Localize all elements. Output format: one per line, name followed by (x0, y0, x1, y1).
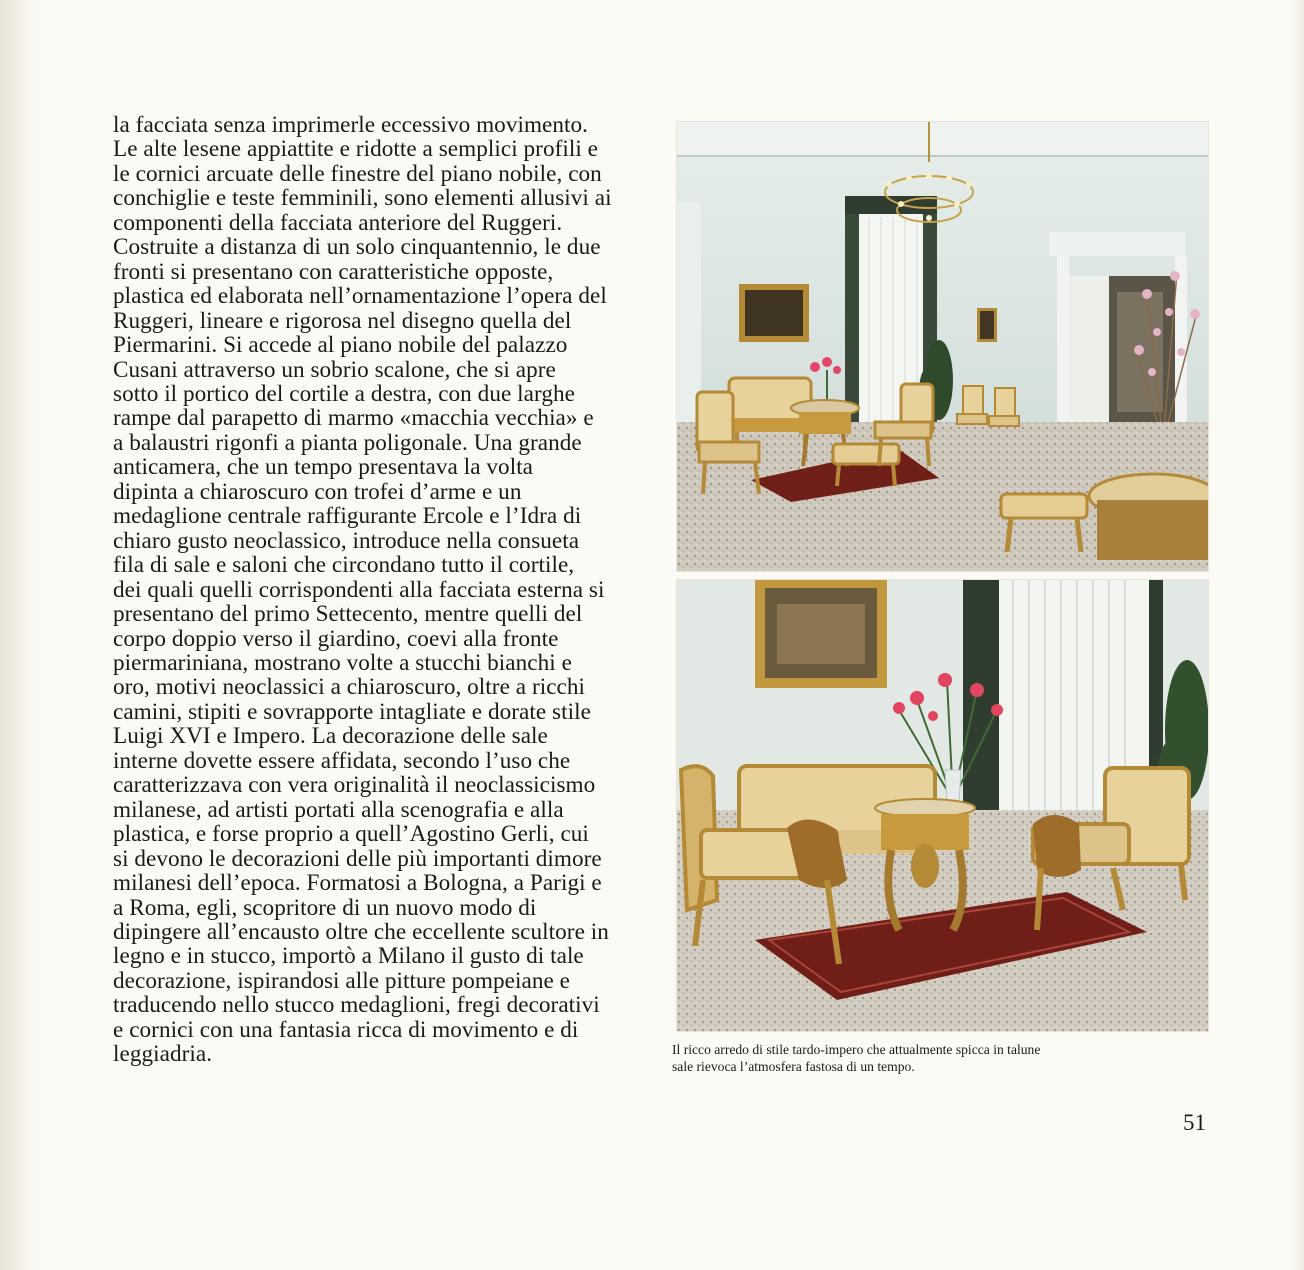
body-text-line: rampe dal parapetto di marmo «macchia vecchia» e (113, 405, 594, 432)
body-text-line: milanesi dell’epoca. Formatosi a Bologna, a Parigi e (113, 870, 602, 897)
body-text-line: anticamera, che un tempo presentava la volta (113, 454, 534, 481)
body-text-line: interne dovette essere affidata, secondo l’uso che (113, 747, 571, 774)
body-text-line: leggiadria. (113, 1041, 213, 1068)
body-text-line: chiaro gusto neoclassico, introduce nella consueta (113, 527, 580, 554)
photo-caption (672, 1041, 1212, 1075)
body-text-line: piermariniana, mostrano volte a stucchi bianchi e (113, 649, 572, 676)
caption-line: sale rievoca l’atmosfera fastosa di un tempo. (672, 1059, 915, 1074)
body-text-line: fronti si presentano con caratteristiche opposte, (113, 258, 554, 285)
body-text-line: Le alte lesene appiattite e ridotte a semplici profili e (113, 136, 599, 163)
body-text-line: componenti della facciata anteriore del Ruggeri. (113, 209, 563, 236)
body-text-line: Piermarini. Si accede al piano nobile del palazzo (113, 332, 568, 359)
body-text-line: a balaustri rigonfi a pianta poligonale. Una grande (113, 429, 582, 456)
page-number: 51 (1183, 1110, 1206, 1135)
body-text-line: le cornici arcuate delle finestre del piano nobile, con (113, 160, 602, 187)
body-text-line: dipingere all’encausto oltre che eccellente scultore in (113, 918, 609, 945)
body-text-line: conchiglie e teste femminili, sono elementi allusivi ai (113, 185, 612, 212)
caption-line: Il ricco arredo di stile tardo-impero che attualmente spicca in talune (672, 1042, 1041, 1057)
body-text-line: Cusani attraverso un sobrio scalone, che si apre (113, 356, 556, 383)
body-text-line: presentano del primo Settecento, mentre quelli del (113, 601, 583, 628)
body-text-line: e cornici con una fantasia ricca di movimento e di (113, 1016, 579, 1043)
body-text-line: Costruite a distanza di un solo cinquantennio, le due (113, 234, 601, 261)
body-text-line: sotto il portico del cortile a destra, con due larghe (113, 380, 575, 407)
body-text-line: camini, stipiti e sovrapporte intagliate e dorate stile (113, 698, 591, 725)
body-text-line: Ruggeri, lineare e rigorosa nel disegno quella del (113, 307, 572, 334)
body-text-line: milanese, ad artisti portati alla scenografia e alla (113, 796, 564, 823)
body-text (113, 113, 649, 1067)
body-text-line: plastica ed elaborata nell’ornamentazione l’opera del (113, 283, 607, 310)
furniture-detail-image (677, 580, 1208, 1031)
body-text-line: fila di sale e saloni che circondano tutto il cortile, (113, 552, 575, 579)
body-text-line: plastica, e forse proprio a quell’Agostino Gerli, cui (113, 821, 589, 848)
body-text-line: traducendo nello stucco medaglioni, fregi decorativi (113, 992, 600, 1019)
photo-furniture-detail (676, 579, 1209, 1032)
page-edge (1292, 0, 1304, 1270)
body-text-line: caratterizzava con vera originalità il neoclassicismo (113, 772, 596, 799)
body-text-line: la facciata senza imprimerle eccessivo movimento. (113, 112, 589, 138)
body-text-line: oro, motivi neoclassici a chiaroscuro, oltre a ricchi (113, 674, 586, 701)
body-text-line: dei quali quelli corrispondenti alla facciata esterna si (113, 576, 605, 603)
salon-interior-image (677, 122, 1208, 571)
page-gutter-shadow (0, 0, 38, 1270)
body-text-line: si devono le decorazioni delle più importanti dimore (113, 845, 602, 872)
body-text-line: dipinta a chiaroscuro con trofei d’arme e un (113, 478, 522, 505)
body-text-line: decorazione, ispirandosi alle pitture pompeiane e (113, 967, 571, 994)
body-text-line: corpo doppio verso il giardino, coevi alla fronte (113, 625, 559, 652)
body-text-line: medaglione centrale raffigurante Ercole e l’Idra di (113, 503, 582, 530)
body-text-line: Luigi XVI e Impero. La decorazione delle sale (113, 723, 548, 750)
body-text-line: a Roma, egli, scopritore di un nuovo modo di (113, 894, 537, 921)
body-text-line: legno e in stucco, importò a Milano il gusto di tale (113, 943, 584, 970)
photo-salon-interior (676, 121, 1209, 572)
